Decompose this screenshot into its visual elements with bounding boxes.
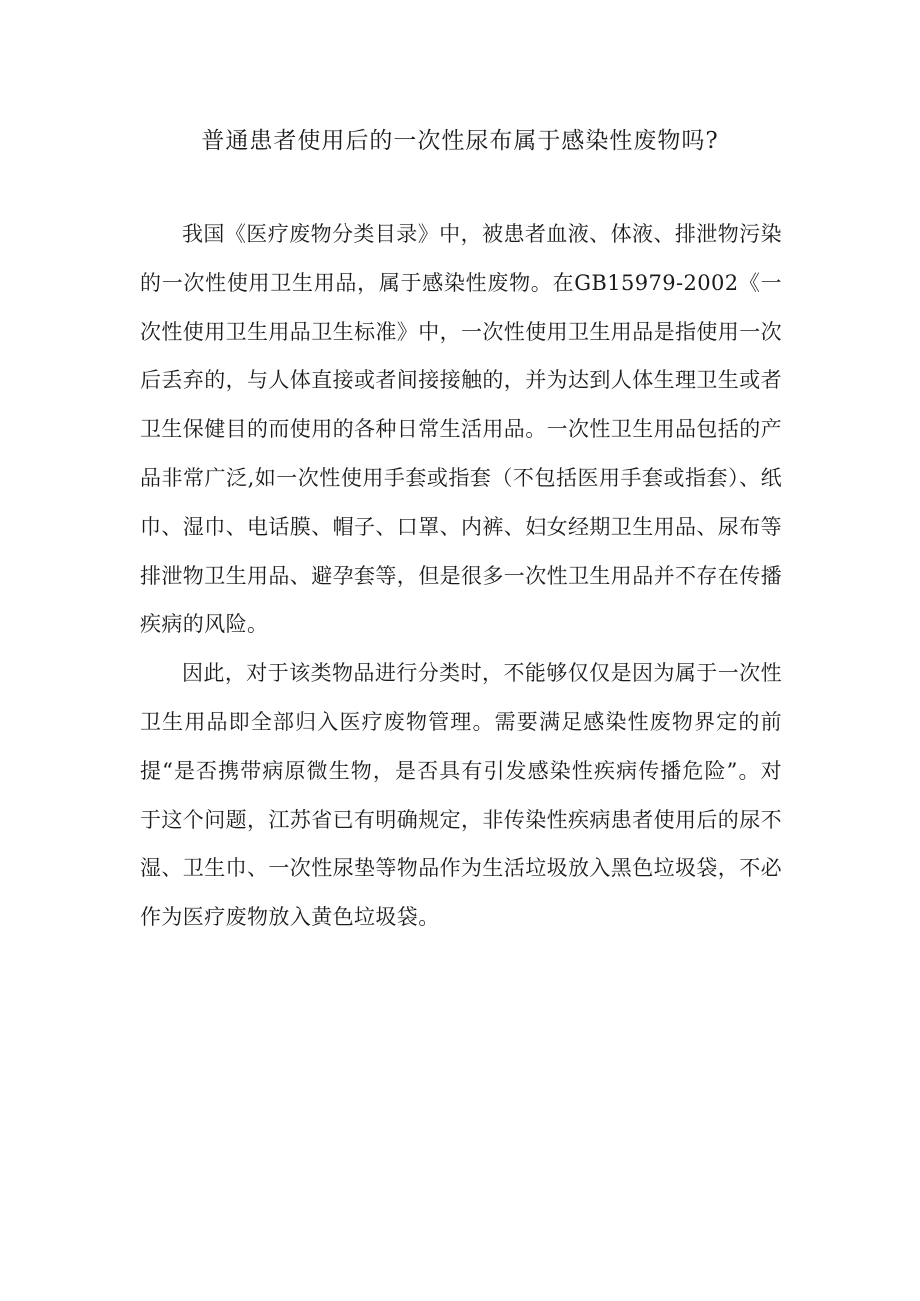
document-body	[140, 210, 782, 942]
document-title: 普通患者使用后的一次性尿布属于感染性废物吗?	[201, 128, 719, 154]
paragraph-2: 因此，对于该类物品进行分类时，不能够仅仅是因为属于一次性卫生用品即全部归入医疗废物管理。需要满足感染性废物界定的前提“是否携带病原微生物，是否具有引发感染性疾病传播危险”。对于这个问题，江苏省已有明确规定，非传染性疾病患者使用后的尿不湿、卫生巾、一次性尿垫等物品作为生活垃圾放入黑色垃圾袋，不必作为医疗废物放入黄色垃圾袋。	[140, 661, 782, 930]
paragraph-1: 我国《医疗废物分类目录》中，被患者血液、体液、排泄物污染的一次性使用卫生用品，属于感染性废物。在GB15979-2002《一次性使用卫生用品卫生标准》中，一次性使用卫生用品是指使用一次后丢弃的，与人体直接或者间接接触的，并为达到人体生理卫生或者卫生保健目的而使用的各种日常生活用品。一次性卫生用品包括的产品非常广泛,如一次性使用手套或指套（不包括医用手套或指套）、纸巾、湿巾、电话膜、帽子、口罩、内裤、妇女经期卫生用品、尿布等排泄物卫生用品、避孕套等，但是很多一次性卫生用品并不存在传播疾病的风险。	[140, 222, 782, 637]
